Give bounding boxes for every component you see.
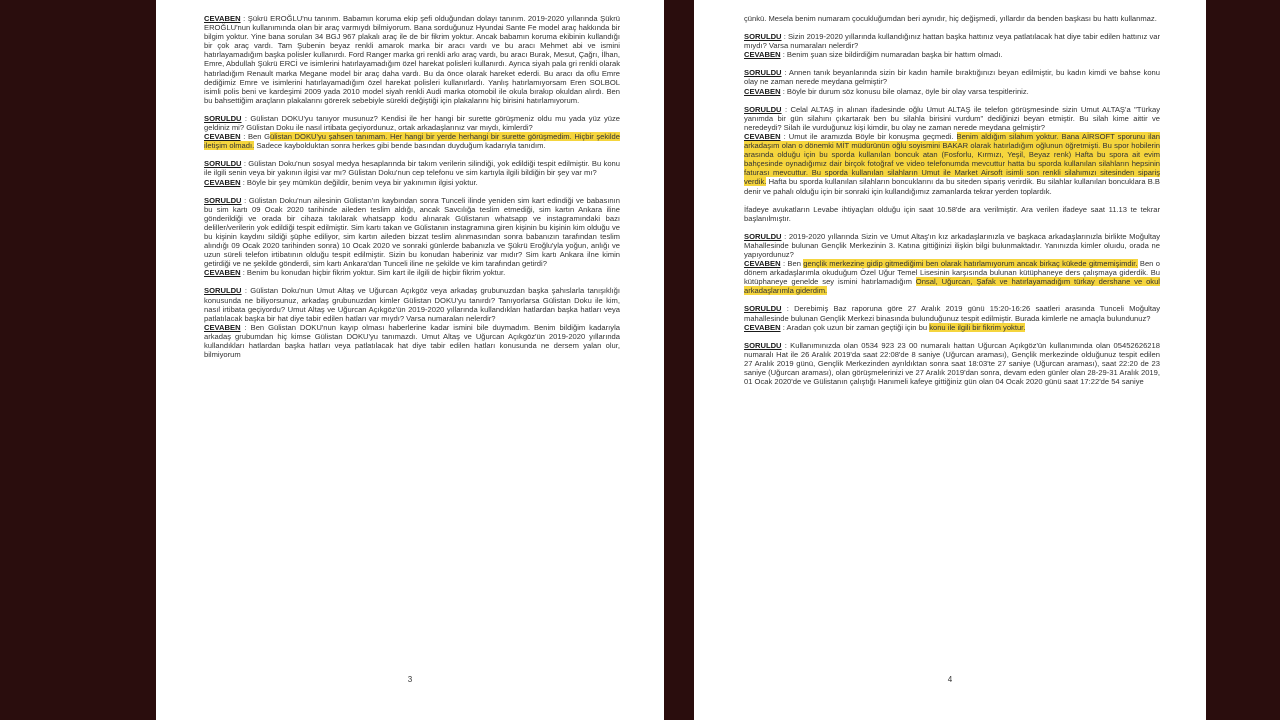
paragraph-text: Benim şuan size bildirdiğim numaradan başka bir hattım olmadı. (786, 50, 1003, 60)
question-label: SORULDU (204, 195, 242, 205)
statement-paragraph: SORULDU : Celal ALTAŞ in alınan ifadesinde oğlu Umut ALTAŞ ile telefon görüşmesinde sizin Umut ALTAŞ'a "Türkay yanımda bir gün silahını çıkartarak ben bu silahla birisini vurdum" dediğinizi beyan etmiştir. Bu silah kime aittir ve neredeydi? Silah ile vurduğunuz kişi kimdir, bu olay ne zaman nerede meydana gelmiştir? (744, 104, 1160, 132)
paragraph-text: Benim bu konudan hiçbir fikrim yoktur. Sim kart ile ilgili de hiçbir fikrim yoktur. (246, 268, 506, 278)
question-label: SORULDU (744, 340, 782, 350)
answer-label: CEVABEN (744, 86, 781, 96)
question-label: SORULDU (204, 286, 242, 296)
page-number: 3 (407, 674, 413, 684)
qa-block (204, 14, 620, 105)
statement-paragraph: SORULDU : Sizin 2019-2020 yıllarında kullandığınız hattan başka hattınız veya patlatılacak hat diye tabir edilen hattınız var mıydı? Varsa numaraları nelerdir? (744, 32, 1160, 51)
qa-block (744, 341, 1160, 386)
paragraph-text: Aradan çok uzun bir zaman geçtiği için bu (786, 322, 930, 332)
highlighted-text: gençlik merkezine gidip gitmediğimi ben olarak hatırlamıyorum ancak birkaç kükede gitmemişimdir. (803, 259, 1138, 269)
highlighted-text: konu ile ilgili bir fikrim yoktur. (929, 322, 1026, 332)
paragraph-text: Ben G (247, 132, 270, 142)
paragraph-text: Celal ALTAŞ in alınan ifadesinde oğlu Umut ALTAŞ ile telefon görüşmesinde sizin Umut ALTAŞ'a "Türkay yanımda bir gün silahını çıkartarak ben bu silahla birisini vurdum" dediğinizi beyan etmiştir. Bu silah kime aittir ve neredeydi? Silah ile vurduğunuz kişi kimdir, bu olay ne zaman nerede meydana gelmiştir? (744, 104, 1160, 132)
qa-block (744, 32, 1160, 59)
paragraph-text: Hafta bu sporda kullanılan silahların boncuklarını da bu siteden sipariş verirdik. Bu silahlar kullanılan boncuklara B.B denir ve pahalı olduğu için bir sonraki için kullandığımız zamanlarda tekrar yerden toplardık. (744, 177, 1160, 196)
answer-label: CEVABEN (744, 259, 781, 269)
paragraph-text: Kullanımınızda olan 0534 923 23 00 numaralı hattan Uğurcan Açıkgöz'ün kullanımında olan 05452626218 numaralı Hat ile 26 Aralık 2019'da saat 22:08'de 8 saniye (Uğurcan araması), Gençlik merkezinde olduğunuz tespit edilen 27 Aralık 2019 günü, Gençlik Merkezinden ayrıldıktan sonra saat 18:03'te 27 saniye (Uğurcan araması), saat 22:20 de 23 saniye (Uğurcan araması), olan görüşmelerinizi ve 27 Aralık 2019'dan sonra, devam eden günler olan 28-29-31 Aralık 2019, 01 Ocak 2020'de ve Gülistanın çalıştığı Hanımeli kafeye gittiğiniz gün olan 04 Ocak 2020 günü saat 17:22'de 54 saniye (744, 340, 1160, 387)
highlighted-text: ülistan DOKU'yu şahsen tanımam. Her hangi bir yerde herhangi bir surette görüşmedim. Hiçbir şekilde iletişim olmadı. (204, 132, 620, 151)
highlighted-text: Benim aldığım silahım yoktur. Bana AİRSOFT sporunu ilan arkadaşım olan o dönemki MİT müdürünün oğlu soyismini BAKAR olarak hatırladığım oğlunun öğretmişti. Bu spor hobilerin arasında olduğu için bu sporda kullanılan boncuk atan (Fosforlu, Kırmızı, Yeşil, Beyaz renk) Hafta bu spora ait evim bahçesinde oynadığımız dair birçok fotoğraf ve video telefonumda mevcuttur hatta bu sporda kullanılan silahların hepsinin faturası mevcuttur. Bu sporda kullanılan silahların Umut ile Market Airsoft isimli son renkli silahımızı sitesinden sipariş verdik. (744, 131, 1160, 187)
qa-block (204, 159, 620, 186)
statement-paragraph: CEVABEN : Böyle bir şey mümkün değildir, benim veya bir yakınımın ilgisi yoktur. (204, 177, 478, 187)
paragraph-text: İfadeye avukatların Levabe ihtiyaçları olduğu için saat 10.58'de ara verilmiştir. Ara verilen ifadeye saat 11.13 te tekrar başlanılmıştır. (744, 204, 1160, 223)
paragraph-text: Gülistan DOKU'yu tanıyor musunuz? Kendisi ile her hangi bir surette görüşmeniz oldu mu yada yüz yüze geldiniz mi? Gülistan Doku ile nasıl irtibata geçiyordunuz, ortak arkadaşlarınız var mıydı, kimlerdi? (204, 113, 620, 133)
statement-paragraph: CEVABEN : Benim bu konudan hiçbir fikrim yoktur. Sim kart ile ilgili de hiçbir fikrim yoktur. (204, 268, 506, 278)
document-page-right (694, 0, 1206, 720)
paragraph-text: Ben o dönem arkadaşlarımla okuduğum Özel Uğur Temel Lisesinin karşısında bulunan kütüphaneye ders çalışmaya giderdik. Bu kütüphaneye genelde sey ismini hatırlamadığım (744, 259, 1160, 287)
question-label: SORULDU (744, 231, 782, 241)
statement-paragraph: CEVABEN : Şükrü EROĞLU'nu tanırım. Babamın koruma ekip şefi olduğundan dolayı tanırım. 2019-2020 yıllarında Şükrü EROĞLU'nun kullanımında olan bir araç varmıydı bilmiyorum. Bana sorduğunuz Hyundai Sante Fe model araç hakkında bir bilgim yoktur. Yine bana sorulan 34 BGJ 967 plakalı araç ile de bir fikrim yoktur. Ancak babamın koruma ekibinin kullandığı bir çok araç vardı. Tam Şubenin beyaz renkli amarok marka bir aracı vardı ve bu aracı Mehmet abi ve ismini hatırlayamadığım başka polisler kullanırdı. Ford Ranger marka gri renkli arkı araç vardı, bu aracı Burak, Mesut, Çağrı, İlhan, Emre, Abdullah Şükrü ERCİ ve isimlerini hatırlayamadığım özel harekat polisleri kullanırdı. Ayrıca siyah pala gri renkli olarak hatırladığım Renault marka Megane model bir araç daha vardı. Bu da önce olarak hareket ederdi. Bu aracı da oflu Emre dediğimiz Emre ve isimlerini hatırlayamadığım özel harekat polisleri kullanırlardı. Yanlış hatırlamıyorsam Eren SOLBOL isimli polis beni ve kardeşimi 2009 yada 2010 model siyah renkli Audi marka otomobil ile okula bırakıp okuldan alırdı. Ben bu bahsettiğim araçların plakalarını görerek sebebiyle sürekli değiştiği için plakalarını hiç birisini hatırlamıyorum. (204, 14, 620, 105)
statement-paragraph: CEVABEN : Böyle bir durum söz konusu bile olamaz, öyle bir olay varsa tespitleriniz. (744, 86, 1029, 96)
statement-paragraph: SORULDU : Gülistan Doku'nun ailesinin Gülistan'ın kaybından sonra Tunceli ilinde yeniden sim kart edindiği ve babasının bu sim kartı 09 Ocak 2020 tarihinde aileden teslim aldığı, ancak Savcılığa teslim etmediği, sim kartın Ankara iline gönderildiği ve orada bir cihaza takılarak whatsapp kodu alınarak Gülistanın whatsapp ve instagramındaki bazı deliller/verilerin yok edildiği tespit edilmiştir. Sim kartı takan ve Gülistanın instagramına giren kişinin bu kişinin kim olduğu ve bu kişinin kaydını sildiği şüphe ediliyor, sim kartın aileden bizzat teslim alınmasından sonra babanızın tarafından teslim alındığı 09 Ocak 2020 tarihinden sonra) 10 Ocak 2020 ve sonraki günlerde babanızla ve Şükrü Eroğlu'yla yoğun, anlığı ve uzun süreli telefon irtibatının olduğu tespit edilmiştir. Sizin bu konudan haberiniz var mıdır? Sim kartı Ankara ilne kimin getirdiği ve ne şekilde gönderdi, sim kartı Ankara'dan Tunceli iline ne şekilde ve kim tarafından getirdi? (204, 195, 620, 269)
paragraph-text: Derebimiş Baz raporuna göre 27 Aralık 2019 günü 15:20-16:26 saatleri arasında Tunceli Moğultay mahallesinde bulunan Gençlik Merkezi binasında bulunduğunuz tespit edilmiştir. Burada kimlerle ne amaçla bulundunuz? (744, 304, 1160, 323)
statement-paragraph (744, 14, 1160, 23)
question-label: SORULDU (744, 304, 782, 314)
qa-block (204, 114, 620, 150)
statement-paragraph: CEVABEN : Aradan çok uzun bir zaman geçtiği için bu konu ile ilgili bir fikrim yoktur. (744, 322, 1026, 332)
answer-label: CEVABEN (744, 131, 781, 141)
statement-paragraph: SORULDU : Derebimiş Baz raporuna göre 27 Aralık 2019 günü 15:20-16:26 saatleri arasında Tunceli Moğultay mahallesinde bulunan Gençlik Merkezi binasında bulunduğunuz tespit edilmiştir. Burada kimlerle ne amaçla bulundunuz? (744, 304, 1160, 323)
statement-paragraph: SORULDU : Annen tanık beyanlarında sizin bir kadın hamile bıraktığınızı beyan edilmiştir, bu kadın kimdi ve bahse konu olay ne zaman nerede meydana gelmiştir? (744, 68, 1160, 87)
answer-label: CEVABEN (204, 268, 241, 278)
statement-paragraph: SORULDU : 2019-2020 yıllarında Sizin ve Umut Altaş'ın kız arkadaşlarınızla ve başkaca arkadaşlarınızla birlikte Moğultay Mahallesinde bulunan Gençlik Merkezinin 3. Katına gittiğinizi ilişkin bilgi bulunmaktadır. Yanınızda kimler oluıdu, orada ne yapıyordunuz? (744, 231, 1160, 259)
answer-label: CEVABEN (204, 14, 241, 23)
document-page-left (156, 0, 664, 720)
statement-paragraph: CEVABEN : Ben Gülistan DOKU'nun kayıp olması haberlerine kadar ismini bile duymadım. Benim bildiğim kadarıyla arkadaş grubumdan hiç kimse Gülistan DOKU'yu tanımazdı. Umut Altaş ve Uğurcan Açıkgöz'ün 2019-2020 yıllarında kullandıkları hatlardan başka hatları veya patlatılacak hat diye tabir edilen hatları konusunda ne dersem yalan olur, bilmiyorum (204, 322, 620, 360)
question-label: SORULDU (744, 68, 782, 78)
paragraph-text: Böyle bir durum söz konusu bile olamaz, öyle bir olay varsa tespitleriniz. (786, 86, 1029, 96)
statement-paragraph: CEVABEN : Benim şuan size bildirdiğim numaradan başka bir hattım olmadı. (744, 50, 1003, 60)
qa-block (744, 68, 1160, 95)
paragraph-text: Annen tanık beyanlarında sizin bir kadın hamile bıraktığınızı beyan edilmiştir, bu kadın kimdi ve bahse konu olay ne zaman nerede meydana gelmiştir? (744, 68, 1160, 87)
qa-block (744, 232, 1160, 296)
qa-block (744, 304, 1160, 331)
statement-paragraph: CEVABEN : Ben gençlik merkezine gidip gitmediğimi ben olarak hatırlamıyorum ancak birkaç kükede gitmemişimdir. Ben o dönem arkadaşlarımla okuduğum Özel Uğur Temel Lisesinin karşısında bulunan kütüphaneye ders çalışmaya giderdik. Bu kütüphaneye genelde sey ismini hatırlamadığım Onsal, Uğurcan, Şafak ve hatırlayamadığım türkay dershane ve okul arkadaşlarımla giderdim. (744, 259, 1160, 296)
paragraph-text: Gülistan Doku'nun Umut Altaş ve Uğurcan Açıkgöz veya arkadaş grubunuzdan başka şahıslarla tanışıklığı konusunda ne biliyorsunuz, arkadaş grubunuzdan kimler Gülistan DOKU'yu tanırdı? Tanıyorlarsa Gülistan Doku ile kim, nasıl irtibata geçiyordu? Umut Altaş ve Uğurcan Açıkgöz'ün 2019-2020 yıllarında kullandıkları hatlardan başka hatları veya patlatılacak başka bir hat diye tabir edilen hatları var mıydı? Varsa numaraları nelerdir? (204, 286, 620, 323)
paragraph-text: 2019-2020 yıllarında Sizin ve Umut Altaş'ın kız arkadaşlarınızla ve başkaca arkadaşlarınızla birlikte Moğultay Mahallesinde bulunan Gençlik Merkezinin 3. Katına gittiğinizi ilişkin bilgi bulunmaktadır. Yanınızda kimler oluıdu, orada ne yapıyordunuz? (744, 231, 1160, 259)
statement-paragraph: SORULDU : Gülistan DOKU'yu tanıyor musunuz? Kendisi ile her hangi bir surette görüşmeniz oldu mu yada yüz yüze geldiniz mi? Gülistan Doku ile nasıl irtibata geçiyordunuz, ortak arkadaşlarınız var mıydı, kimlerdi? (204, 113, 620, 133)
answer-label: CEVABEN (204, 132, 241, 142)
statement-paragraph: SORULDU : Gülistan Doku'nun sosyal medya hesaplarında bir takım verilerin silindiği, yok edildiği tespit edilmiştir. Bu konu ile ilgili senin veya bir yakının ilgisi var mı? Gülistan Doku'nun cep telefonu ve sim kartıyla ilgili bildiğin bir şey var mı? (204, 159, 620, 178)
paragraph-text: Ben (787, 259, 804, 269)
qa-block (744, 205, 1160, 223)
answer-label: CEVABEN (204, 322, 241, 332)
qa-block (204, 196, 620, 278)
paragraph-text: Sizin 2019-2020 yıllarında kullandığınız hattan başka hattınız veya patlatılacak hat diye tabir edilen hattınız var mıydı? Varsa numaraları nelerdir? (744, 32, 1160, 51)
statement-paragraph: CEVABEN : Umut ile aramızda Böyle bir konuşma geçmedi. Benim aldığım silahım yoktur. Bana AİRSOFT sporunu ilan arkadaşım olan o dönemki MİT müdürünün oğlu soyismini BAKAR olarak hatırladığım oğlunun öğretmişti. Bu spor hobilerin arasında olduğu için bu sporda kullanılan boncuk atan (Fosforlu, Kırmızı, Yeşil, Beyaz renk) Hafta bu spora ait evim bahçesinde oynadığımız dair birçok fotoğraf ve video telefonumda mevcuttur hatta bu sporda kullanılan silahların hepsinin faturası mevcuttur. Bu sporda kullanılan silahların Umut ile Market Airsoft isimli son renkli silahımızı sitesinden sipariş verdik. Hafta bu sporda kullanılan silahların boncuklarını da bu siteden sipariş verirdik. Bu silahlar kullanılan boncuklara B.B denir ve pahalı olduğu için bir sonraki için kullandığımız zamanlarda tekrar yerden toplardık. (744, 131, 1160, 196)
question-label: SORULDU (744, 32, 782, 42)
statement-paragraph: SORULDU : Kullanımınızda olan 0534 923 23 00 numaralı hattan Uğurcan Açıkgöz'ün kullanımında olan 05452626218 numaralı Hat ile 26 Aralık 2019'da saat 22:08'de 8 saniye (Uğurcan araması), Gençlik merkezinde olduğunuz tespit edilen 27 Aralık 2019 günü, Gençlik Merkezinden ayrıldıktan sonra saat 18:03'te 27 saniye (Uğurcan araması), saat 22:20 de 23 saniye (Uğurcan araması), olan görüşmelerinizi ve 27 Aralık 2019'dan sonra, devam eden günler olan 28-29-31 Aralık 2019, 01 Ocak 2020'de ve Gülistanın çalıştığı Hanımeli kafeye gittiğiniz gün olan 04 Ocak 2020 günü saat 17:22'de 54 saniye (744, 340, 1160, 387)
answer-label: CEVABEN (204, 177, 241, 187)
paragraph-text: Şükrü EROĞLU'nu tanırım. Babamın koruma ekip şefi olduğundan dolayı tanırım. 2019-2020 yıllarında Şükrü EROĞLU'nun kullanımında olan bir araç varmıydı bilmiyorum. Bana sorduğunuz Hyundai Sante Fe model araç hakkında bir bilgim yoktur. Yine bana sorulan 34 BGJ 967 plakalı araç ile de bir fikrim yoktur. Ancak babamın koruma ekibinin kullandığı bir çok araç vardı. Tam Şubenin beyaz renkli amarok marka bir aracı vardı ve bu aracı Mehmet abi ve ismini hatırlayamadığım başka polisler kullanırdı. Ford Ranger marka gri renkli arkı araç vardı, bu aracı Burak, Mesut, Çağrı, İlhan, Emre, Abdullah Şükrü ERCİ ve isimlerini hatırlayamadığım özel harekat polisleri kullanırdı. Ayrıca siyah pala gri renkli olarak hatırladığım Renault marka Megane model bir araç daha vardı. Bu da önce olarak hareket ederdi. Bu aracı da oflu Emre dediğimiz Emre ve isimlerini hatırlayamadığım özel harekat polisleri kullanırlardı. Yanlış hatırlamıyorsam Eren SOLBOL isimli polis beni ve kardeşimi 2009 yada 2010 model siyah renkli Audi marka otomobil ile okula bırakıp okuldan alırdı. Ben bu bahsettiğim araçların plakalarını görerek sebebiyle sürekli değiştiği için plakalarını hiç birisini hatırlamıyorum. (204, 14, 620, 105)
paragraph-text: Umut ile aramızda Böyle bir konuşma geçmedi. (788, 131, 957, 141)
answer-label: CEVABEN (744, 50, 781, 60)
statement-paragraph (744, 205, 1160, 223)
paragraph-text: çünkü. Mesela benim numaram çocukluğumdan beri aynıdır, hiç değişmedi, yıllardır da benden başkası bu hattı kullanmaz. (744, 14, 1157, 23)
answer-label: CEVABEN (744, 322, 781, 332)
paragraph-text: Böyle bir şey mümkün değildir, benim veya bir yakınımın ilgisi yoktur. (246, 177, 478, 187)
qa-block (744, 105, 1160, 196)
question-label: SORULDU (204, 159, 242, 169)
highlighted-text: Onsal, Uğurcan, Şafak ve hatırlayamadığım türkay dershane ve okul arkadaşlarımla giderdim. (744, 277, 1160, 296)
qa-block (744, 14, 1160, 23)
paragraph-text: Gülistan Doku'nun sosyal medya hesaplarında bir takım verilerin silindiği, yok edildiği tespit edilmiştir. Bu konu ile ilgili senin veya bir yakının ilgisi var mı? Gülistan Doku'nun cep telefonu ve sim kartıyla ilgili bildiğin bir şey var mı? (204, 159, 620, 178)
paragraph-text: Ben Gülistan DOKU'nun kayıp olması haberlerine kadar ismini bile duymadım. Benim bildiğim kadarıyla arkadaş grubumdan hiç kimse Gülistan DOKU'yu tanımazdı. Umut Altaş ve Uğurcan Açıkgöz'ün 2019-2020 yıllarında kullandıkları hatlardan başka hatları veya patlatılacak hat diye tabir edilen hatları konusunda ne dersem yalan olur, bilmiyorum (204, 322, 620, 360)
question-label: SORULDU (204, 113, 242, 123)
page-number: 4 (947, 674, 953, 684)
paragraph-text: Sadece kaybolduktan sonra herkes gibi bende basından duyduğum kadarıyla tanıdım. (254, 141, 546, 151)
qa-block (204, 286, 620, 359)
statement-paragraph: CEVABEN : Ben Gülistan DOKU'yu şahsen tanımam. Her hangi bir yerde herhangi bir surette görüşmedim. Hiçbir şekilde iletişim olmadı. Sadece kaybolduktan sonra herkes gibi bende basından duyduğum kadarıyla tanıdım. (204, 132, 620, 151)
paragraph-text: Gülistan Doku'nun ailesinin Gülistan'ın kaybından sonra Tunceli ilinde yeniden sim kart edindiği ve babasının bu sim kartı 09 Ocak 2020 tarihinde aileden teslim aldığı, ancak Savcılığa teslim etmediği, sim kartın Ankara iline gönderildiği ve orada bir cihaza takılarak whatsapp kodu alınarak Gülistanın whatsapp ve instagramındaki bazı deliller/verilerin yok edildiği tespit edilmiştir. Sim kartı takan ve Gülistanın instagramına giren kişinin bu kişinin kim olduğu ve bu kişinin kaydını sildiği şüphe ediliyor, sim kartın aileden bizzat teslim alınmasından sonra babanızın tarafından teslim alındığı 09 Ocak 2020 tarihinden sonra) 10 Ocak 2020 ve sonraki günlerde babanızla ve Şükrü Eroğlu'yla yoğun, anlığı ve uzun süreli telefon irtibatının olduğu tespit edilmiştir. Sizin bu konudan haberiniz var mıdır? Sim kartı Ankara ilne kimin getirdiği ve ne şekilde gönderdi, sim kartı Ankara'dan Tunceli iline ne şekilde ve kim tarafından getirdi? (204, 195, 620, 269)
statement-paragraph: SORULDU : Gülistan Doku'nun Umut Altaş ve Uğurcan Açıkgöz veya arkadaş grubunuzdan başka şahıslarla tanışıklığı konusunda ne biliyorsunuz, arkadaş grubunuzdan kimler Gülistan DOKU'yu tanırdı? Tanıyorlarsa Gülistan Doku ile kim, nasıl irtibata geçiyordu? Umut Altaş ve Uğurcan Açıkgöz'ün 2019-2020 yıllarında kullandıkları hatlardan başka hatları veya patlatılacak başka bir hat diye tabir edilen hatları var mıydı? Varsa numaraları nelerdir? (204, 286, 620, 323)
question-label: SORULDU (744, 104, 782, 114)
